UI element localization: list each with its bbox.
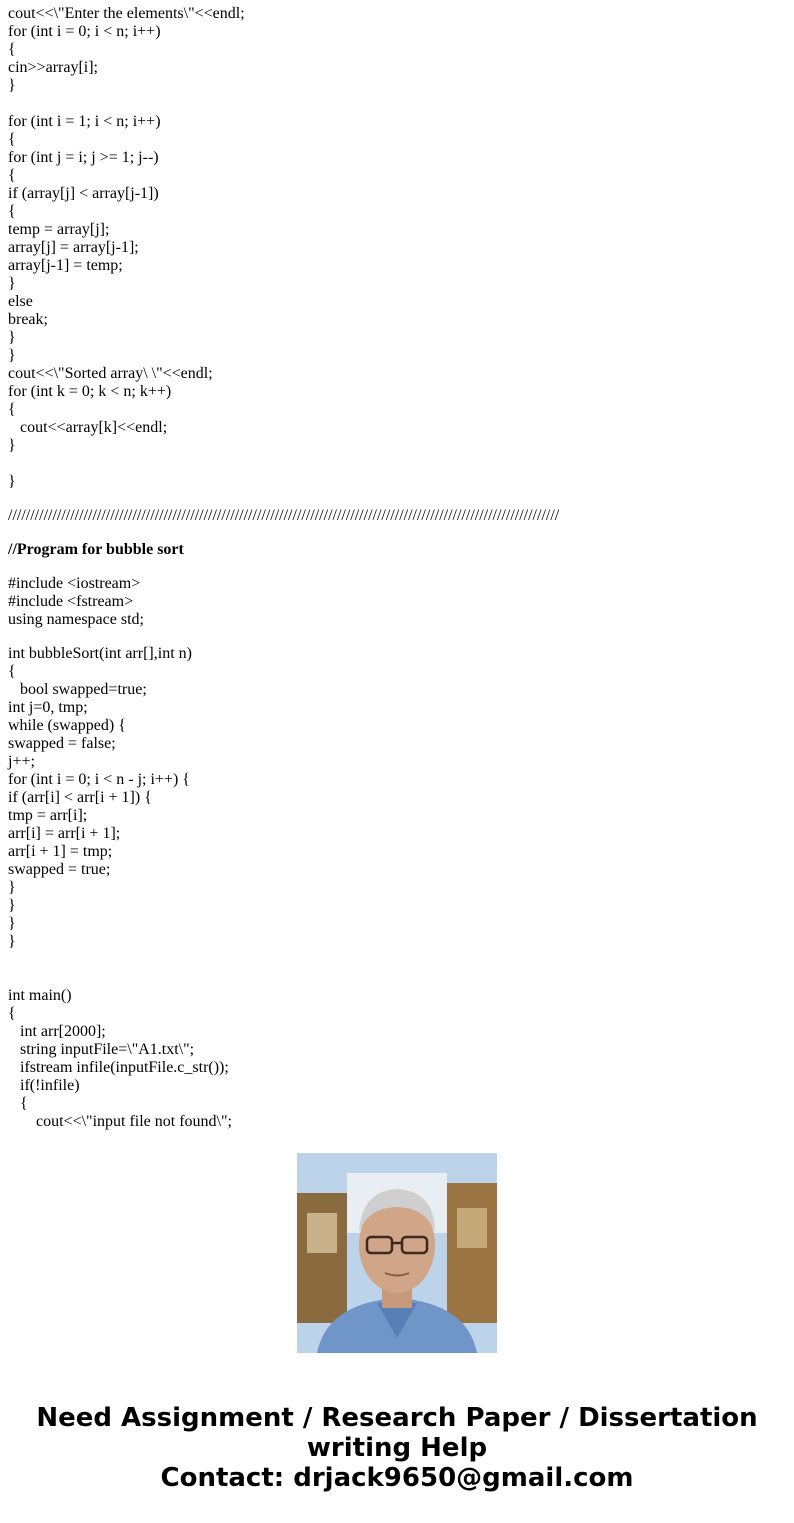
code-line [8,455,788,473]
code-line: j++; [8,753,35,770]
code-line: { [8,203,16,220]
code-line: } [8,347,16,364]
code-line: #include <fstream> [8,593,134,610]
code-block-main [8,987,788,1131]
code-document [8,5,788,1130]
code-line: array[j] = array[j-1]; [8,239,139,256]
code-line: swapped = false; [8,735,116,752]
code-block-includes [8,575,788,629]
code-line: int bubbleSort(int arr[],int n) [8,645,192,662]
code-line: } [8,437,16,454]
code-line: cout<<\"Enter the elements\"<<endl; [8,5,245,22]
separator-line: //////////////////////////////////////////////////////////////////////////////////////////////////////////////////////////// [8,507,560,524]
code-line: if (arr[i] < arr[i + 1]) { [8,789,152,806]
code-line: for (int i = 0; i < n - j; i++) { [8,771,190,788]
code-line: int main() [8,987,72,1004]
code-line [8,969,788,987]
code-line: array[j-1] = temp; [8,257,123,274]
code-line: { [8,41,16,58]
code-line: { [8,1005,16,1022]
code-line: if (array[j] < array[j-1]) [8,185,159,202]
code-line: } [8,329,16,346]
code-line: bool swapped=true; [8,681,147,698]
code-line: } [8,897,16,914]
code-line [8,951,788,969]
code-line: } [8,77,16,94]
code-line: temp = array[j]; [8,221,110,238]
promo-line-2: writing Help [306,1433,488,1463]
code-line: arr[i + 1] = tmp; [8,843,113,860]
code-line: while (swapped) { [8,717,126,734]
section-heading: //Program for bubble sort [8,541,184,558]
code-line: cout<<array[k]<<endl; [8,419,168,436]
code-line: if(!infile) [8,1077,80,1094]
code-line: cin>>array[i]; [8,59,98,76]
code-line: } [8,915,16,932]
code-line: { [8,167,16,184]
code-line: else [8,293,33,310]
code-line: cout<<\"Sorted array\ \"<<endl; [8,365,213,382]
promo-footer [0,1403,794,1493]
code-line: for (int i = 0; i < n; i++) [8,23,161,40]
code-block-insertion-sort [8,5,788,491]
code-line: tmp = arr[i]; [8,807,88,824]
code-line: for (int j = i; j >= 1; j--) [8,149,159,166]
code-line: arr[i] = arr[i + 1]; [8,825,121,842]
code-line: } [8,879,16,896]
code-line: using namespace std; [8,611,144,628]
code-line: } [8,473,16,490]
author-photo [297,1153,497,1353]
code-line: int j=0, tmp; [8,699,88,716]
code-line: { [8,663,16,680]
code-line: for (int k = 0; k < n; k++) [8,383,172,400]
code-line [8,95,788,113]
promo-line-1: Need Assignment / Research Paper / Dissertation [36,1403,758,1433]
code-line: ifstream infile(inputFile.c_str()); [8,1059,229,1076]
author-photo-illustration [297,1153,497,1353]
code-line: { [8,131,16,148]
code-line: #include <iostream> [8,575,141,592]
contact-email: Contact: drjack9650@gmail.com [160,1463,634,1493]
code-block-bubble-sort [8,645,788,987]
code-line: for (int i = 1; i < n; i++) [8,113,161,130]
code-line: { [8,401,16,418]
code-line: } [8,275,16,292]
code-line: int arr[2000]; [8,1023,106,1040]
code-line: { [8,1095,28,1112]
code-line: break; [8,311,48,328]
code-line: string inputFile=\"A1.txt\"; [8,1041,195,1058]
code-line: } [8,933,16,950]
code-line: cout<<\"input file not found\"; [8,1113,232,1130]
code-line: swapped = true; [8,861,111,878]
